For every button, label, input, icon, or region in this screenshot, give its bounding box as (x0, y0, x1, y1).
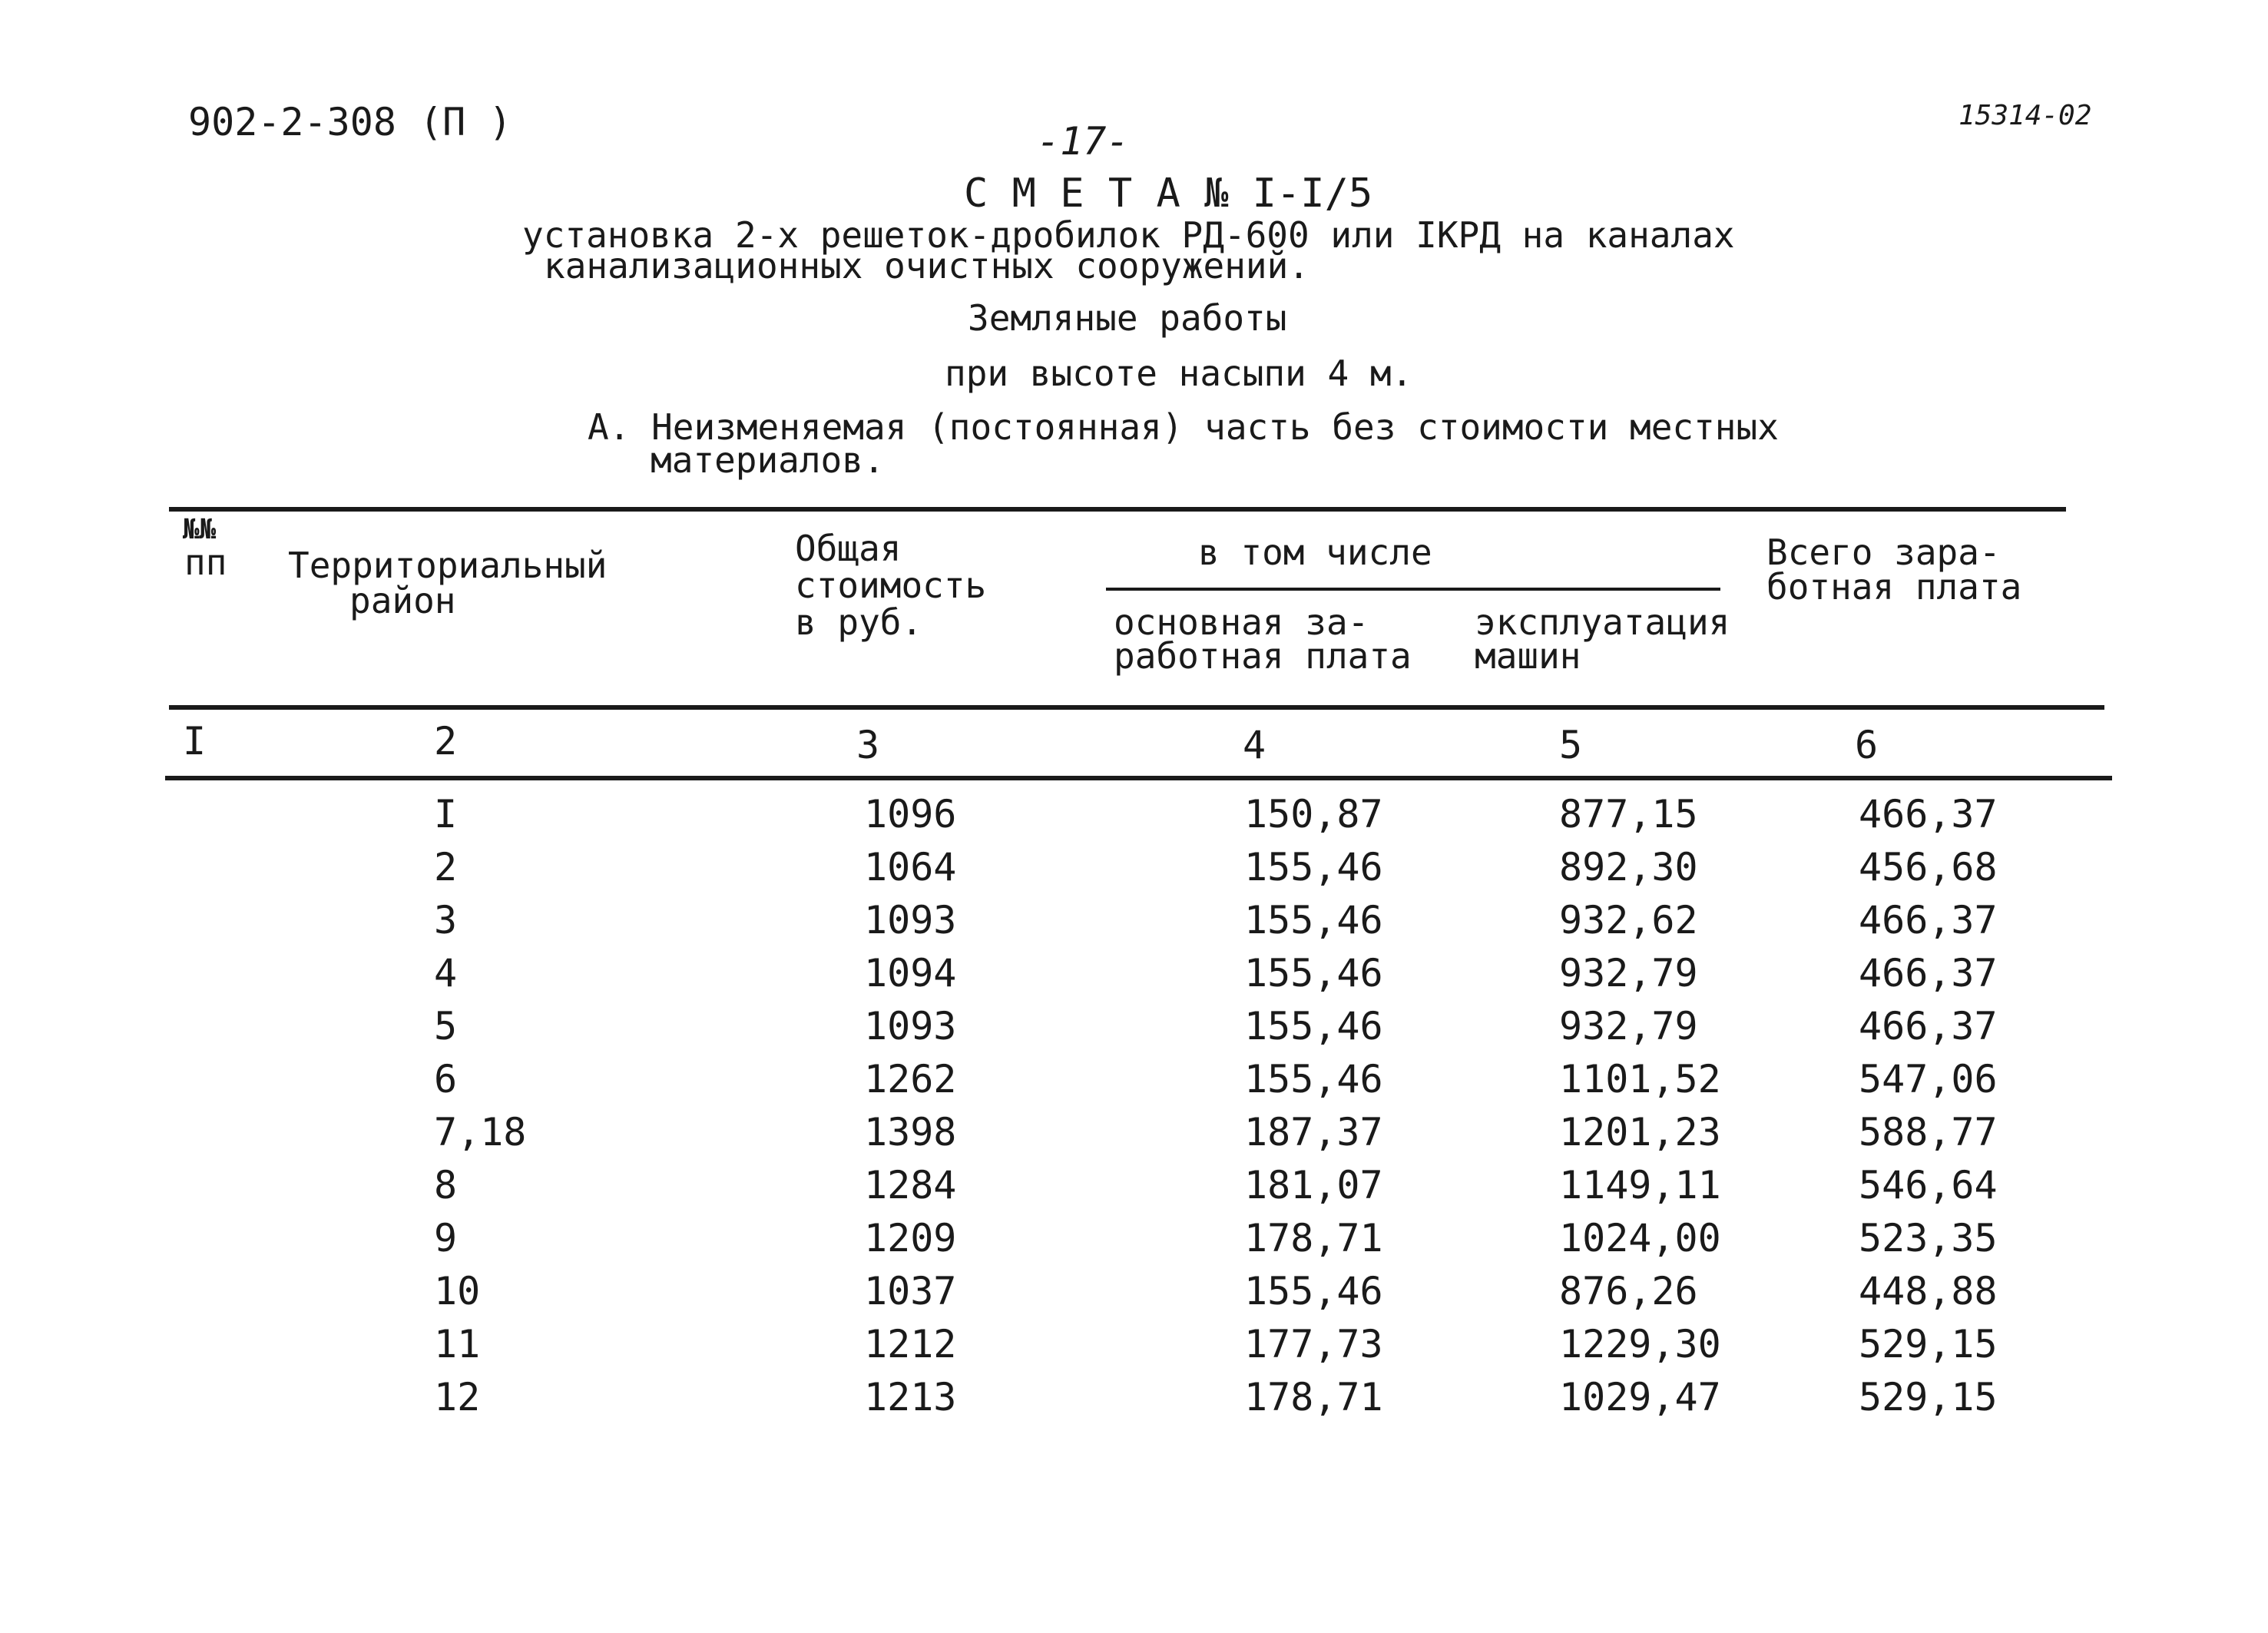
cell-total: 1096 (864, 792, 957, 836)
table-top-rule (169, 507, 2066, 512)
cell-wage: 155,46 (1244, 898, 1383, 942)
cell-all-wage: 529,15 (1859, 1375, 1998, 1419)
cell-region: 8 (434, 1163, 458, 1207)
cell-region: 11 (434, 1322, 481, 1366)
cell-wage: 181,07 (1244, 1163, 1383, 1207)
header-total-a: Общая (795, 528, 902, 569)
cell-total: 1213 (864, 1375, 957, 1419)
cell-all-wage: 448,88 (1859, 1269, 1998, 1313)
cell-wage: 155,46 (1244, 1004, 1383, 1048)
cell-total: 1262 (864, 1057, 957, 1101)
cell-all-wage: 466,37 (1859, 898, 1998, 942)
cell-total: 1093 (864, 1004, 957, 1048)
corner-note: 15314-02 (1958, 100, 2092, 131)
column-number-5: 5 (1559, 723, 1583, 767)
table-row (0, 1374, 2268, 1428)
table-row (0, 950, 2268, 1004)
cell-all-wage: 588,77 (1859, 1110, 1998, 1154)
header-machines-b: машин (1475, 635, 1581, 677)
column-number-3: 3 (856, 723, 880, 767)
cell-machines: 932,79 (1559, 1004, 1698, 1048)
table-row (0, 1321, 2268, 1375)
column-number-4: 4 (1243, 723, 1266, 767)
cell-region: 7,18 (434, 1110, 527, 1154)
cell-region: 2 (434, 845, 458, 889)
table-row (0, 1268, 2268, 1322)
table-row (0, 897, 2268, 951)
cell-machines: 1149,11 (1559, 1163, 1721, 1207)
cell-all-wage: 546,64 (1859, 1163, 1998, 1207)
table-row (0, 1109, 2268, 1163)
cell-all-wage: 466,37 (1859, 1004, 1998, 1048)
cell-total: 1284 (864, 1163, 957, 1207)
column-number-2: 2 (434, 719, 458, 764)
cell-wage: 177,73 (1244, 1322, 1383, 1366)
document-subtitle-line1: установка 2-х решеток-дробилок РД-600 или IКРД на каналах (522, 214, 1735, 256)
cell-wage: 155,46 (1244, 845, 1383, 889)
document-code: 902-2-308 (П ) (188, 100, 512, 144)
header-including: в том числе (1198, 532, 1432, 573)
cell-region: 12 (434, 1375, 481, 1419)
header-region-b: район (349, 580, 456, 621)
header-bottom-rule (169, 705, 2104, 710)
cell-machines: 932,79 (1559, 951, 1698, 995)
header-allwage-b: ботная плата (1766, 566, 2022, 608)
cell-machines: 1024,00 (1559, 1216, 1721, 1260)
table-row (0, 844, 2268, 898)
page-number: -17- (1037, 119, 1130, 164)
cell-machines: 1029,47 (1559, 1375, 1721, 1419)
cell-region: 10 (434, 1269, 481, 1313)
column-number-6: 6 (1855, 723, 1879, 767)
header-machines-a: эксплуатация (1475, 601, 1730, 643)
cell-wage: 155,46 (1244, 951, 1383, 995)
table-row (0, 1003, 2268, 1057)
cell-wage: 155,46 (1244, 1057, 1383, 1101)
cell-machines: 1201,23 (1559, 1110, 1721, 1154)
cell-wage: 155,46 (1244, 1269, 1383, 1313)
cell-machines: 1229,30 (1559, 1322, 1721, 1366)
cell-all-wage: 523,35 (1859, 1216, 1998, 1260)
table-row (0, 1215, 2268, 1269)
cell-total: 1037 (864, 1269, 957, 1313)
document-subtitle-line2: канализационных очистных сооружений. (544, 245, 1309, 287)
cell-region: 9 (434, 1216, 458, 1260)
header-wage-b: работная плата (1114, 635, 1412, 677)
table-row (0, 791, 2268, 845)
cell-machines: 876,26 (1559, 1269, 1698, 1313)
cell-total: 1094 (864, 951, 957, 995)
header-num-b: пп (184, 542, 227, 583)
cell-machines: 932,62 (1559, 898, 1698, 942)
part-heading-line1: А. Неизменяемая (постоянная) часть без стоимости местных (588, 406, 1779, 448)
cell-wage: 187,37 (1244, 1110, 1383, 1154)
cell-total: 1093 (864, 898, 957, 942)
header-wage-a: основная за- (1114, 601, 1369, 643)
header-total-b: стоимость (795, 565, 987, 606)
cell-region: 3 (434, 898, 458, 942)
numbers-bottom-rule (165, 776, 2112, 780)
cell-machines: 877,15 (1559, 792, 1698, 836)
column-number-1: I (183, 719, 207, 764)
table-row (0, 1162, 2268, 1216)
section-heading: Земляные работы (968, 297, 1287, 339)
header-region-a: Территориальный (288, 545, 608, 586)
cell-all-wage: 466,37 (1859, 951, 1998, 995)
table-row (0, 1056, 2268, 1110)
cell-region: 5 (434, 1004, 458, 1048)
cell-wage: 178,71 (1244, 1375, 1383, 1419)
cell-all-wage: 466,37 (1859, 792, 1998, 836)
part-heading-line2: материалов. (651, 439, 885, 481)
cell-total: 1064 (864, 845, 957, 889)
cell-total: 1398 (864, 1110, 957, 1154)
subheader-rule (1106, 588, 1720, 591)
cell-all-wage: 456,68 (1859, 845, 1998, 889)
header-num-a: №№ (183, 514, 217, 545)
cell-all-wage: 529,15 (1859, 1322, 1998, 1366)
cell-machines: 1101,52 (1559, 1057, 1721, 1101)
cell-all-wage: 547,06 (1859, 1057, 1998, 1101)
document-title: С М Е Т А № I-I/5 (964, 171, 1373, 217)
cell-wage: 150,87 (1244, 792, 1383, 836)
cell-total: 1212 (864, 1322, 957, 1366)
cell-region: I (434, 792, 458, 836)
cell-region: 6 (434, 1057, 458, 1101)
cell-total: 1209 (864, 1216, 957, 1260)
header-total-c: в руб. (795, 601, 923, 643)
header-allwage-a: Всего зара- (1766, 532, 2001, 573)
condition-heading: при высоте насыпи 4 м. (945, 353, 1413, 394)
cell-region: 4 (434, 951, 458, 995)
cell-wage: 178,71 (1244, 1216, 1383, 1260)
cell-machines: 892,30 (1559, 845, 1698, 889)
